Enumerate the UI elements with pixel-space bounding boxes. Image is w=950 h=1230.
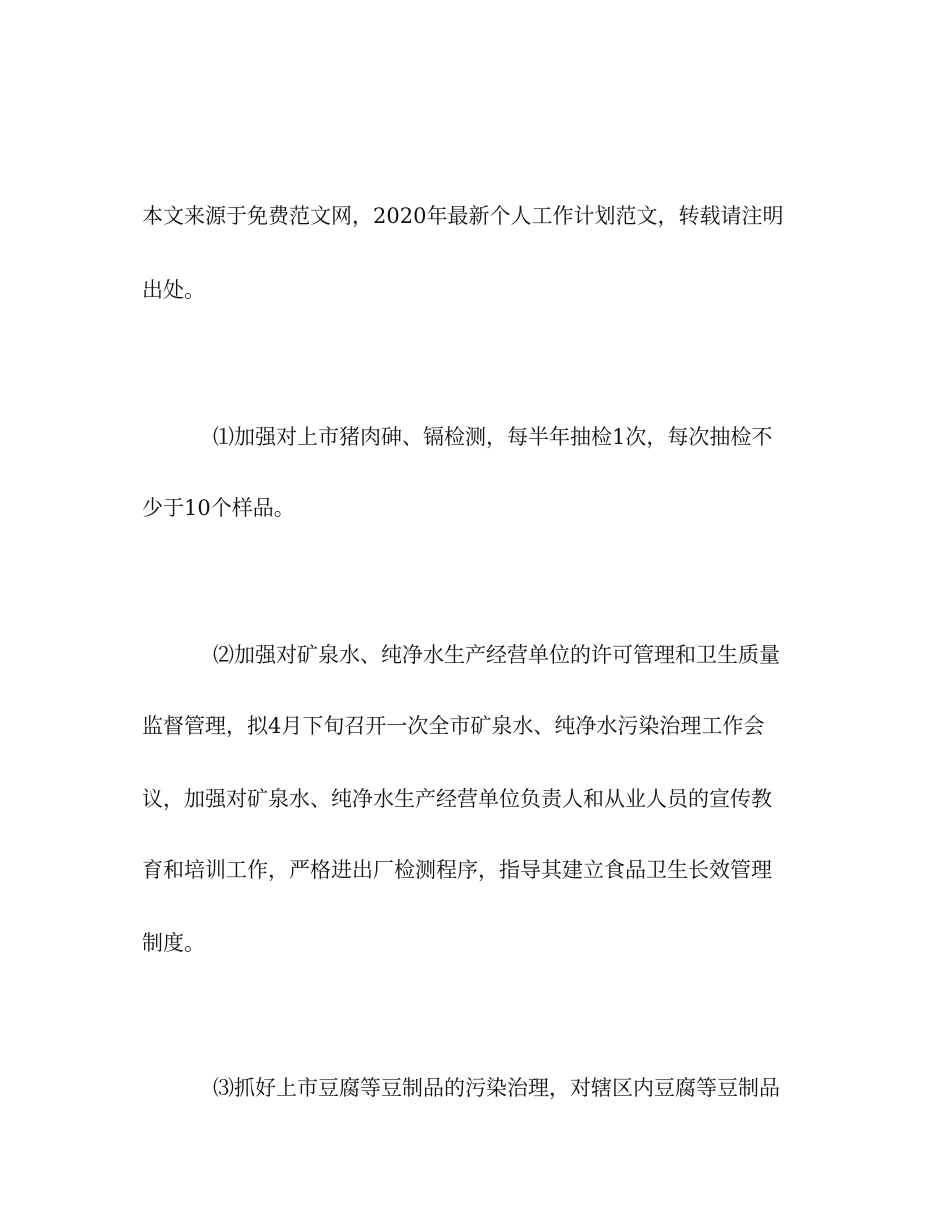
item2-line-2: 监督管理，拟4月下旬召开一次全市矿泉水、纯净水污染治理工作会 bbox=[142, 714, 765, 738]
item1-line-2: 少于10个样品。 bbox=[142, 496, 295, 520]
item1-line-1: ⑴加强对上市猪肉砷、镉检测，每半年抽检1次，每次抽检不 bbox=[213, 425, 773, 449]
item3-line-1: ⑶抓好上市豆腐等豆制品的污染治理，对辖区内豆腐等豆制品 bbox=[213, 1076, 780, 1100]
item2-line-3: 议，加强对矿泉水、纯净水生产经营单位负责人和从业人员的宣传教 bbox=[142, 787, 772, 811]
source-note-line-2: 出处。 bbox=[142, 278, 205, 302]
item2-line-1: ⑵加强对矿泉水、纯净水生产经营单位的许可管理和卫生质量 bbox=[213, 643, 780, 667]
item2-line-5: 制度。 bbox=[142, 931, 205, 955]
item2-line-4: 育和培训工作，严格进出厂检测程序，指导其建立食品卫生长效管理 bbox=[142, 858, 772, 882]
source-note-line-1: 本文来源于免费范文网，2020年最新个人工作计划范文，转载请注明 bbox=[142, 204, 784, 228]
